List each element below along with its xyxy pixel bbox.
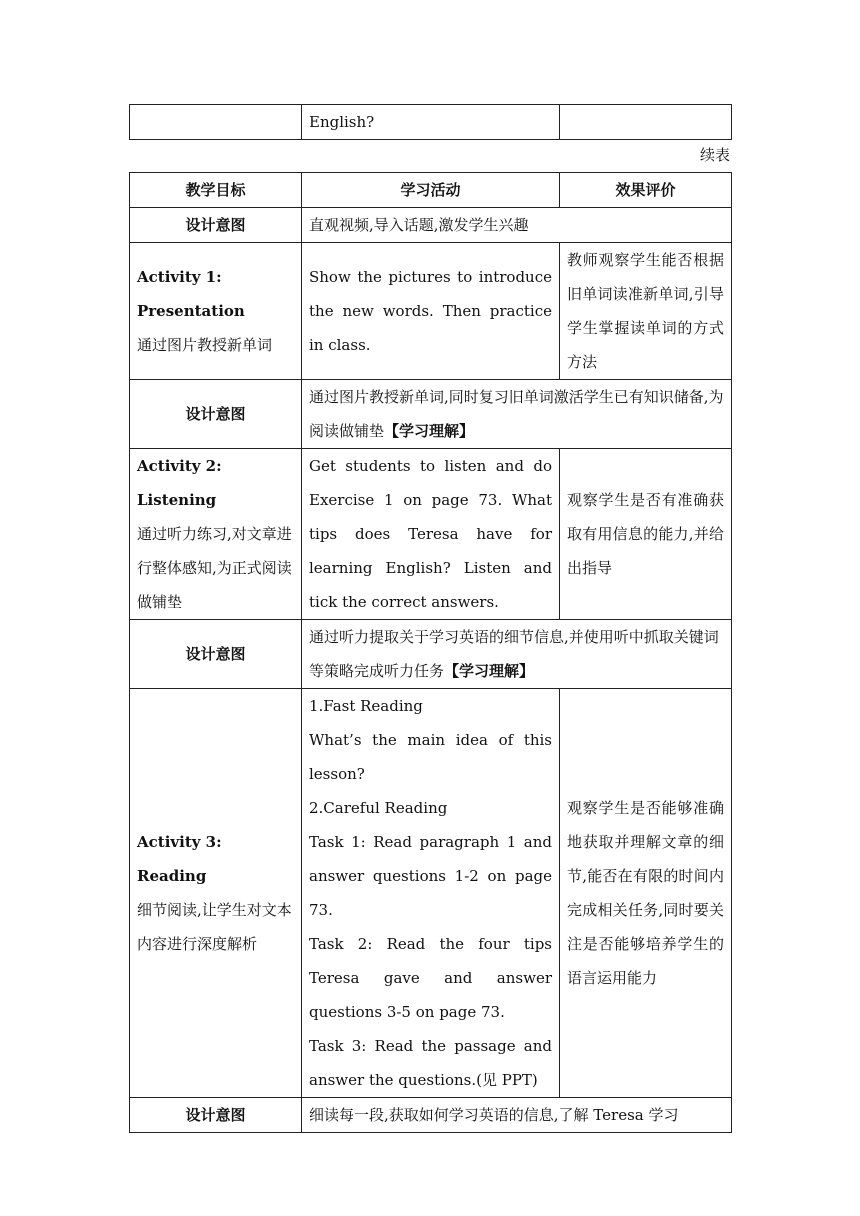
activity-step: What’s the main idea of this lesson? <box>309 731 552 783</box>
activity-step: Task 3: Read the passage and answer the questions.(见 PPT) <box>309 1037 552 1089</box>
activity-evaluation: 观察学生是否能够准确地获取并理解文章的细节,能否在有限的时间内完成相关任务,同时要关注是否能够培养学生的语言运用能力 <box>560 689 732 1098</box>
design-intent-body: 通过图片教授新单词,同时复习旧单词激活学生已有知识储备,为阅读做铺垫 <box>309 388 724 440</box>
activity-description: Show the pictures to introduce the new words. Then practice in class. <box>302 243 560 380</box>
header-effect-evaluation: 效果评价 <box>560 173 732 208</box>
activity-description: Get students to listen and do Exercise 1 on page 73. What tips does Teresa have for learning English? Listen and tick the correct answers. <box>302 449 560 620</box>
activity-subtitle: 通过图片教授新单词 <box>137 336 273 354</box>
design-intent-text <box>302 1098 732 1133</box>
cell-goal <box>130 105 302 140</box>
activity-row <box>130 689 732 1098</box>
design-intent-label: 设计意图 <box>130 620 302 689</box>
activity-description <box>302 689 560 1098</box>
design-intent-text <box>302 380 732 449</box>
activity-title-line: Activity 3: Reading <box>137 833 222 885</box>
activity-evaluation: 观察学生是否有准确获取有用信息的能力,并给出指导 <box>560 449 732 620</box>
design-intent-label: 设计意图 <box>130 1098 302 1133</box>
activity-row <box>130 243 732 380</box>
activity-subtitle: 通过听力练习,对文章进行整体感知,为正式阅读做铺垫 <box>137 525 292 611</box>
activity-goal-cell <box>130 689 302 1098</box>
continued-label: 续表 <box>699 146 730 164</box>
header-teaching-goal: 教学目标 <box>130 173 302 208</box>
design-intent-row <box>130 208 732 243</box>
activity-title-line: Presentation <box>137 302 245 320</box>
activity-title-line: Activity 1: <box>137 268 222 286</box>
design-intent-label: 设计意图 <box>130 380 302 449</box>
cell-activity: English? <box>302 105 560 140</box>
design-intent-body: 细读每一段,获取如何学习英语的信息,了解 Teresa 学习 <box>309 1106 679 1124</box>
header-row <box>130 173 732 208</box>
design-intent-body: 直观视频,导入话题,激发学生兴趣 <box>309 216 529 234</box>
design-intent-tag: 【学习理解】 <box>384 422 475 440</box>
design-intent-row <box>130 380 732 449</box>
lesson-plan-table <box>129 172 732 1133</box>
design-intent-text <box>302 620 732 689</box>
design-intent-text <box>302 208 732 243</box>
activity-evaluation: 教师观察学生能否根据旧单词读准新单词,引导学生掌握读单词的方式方法 <box>560 243 732 380</box>
design-intent-row <box>130 620 732 689</box>
design-intent-tag: 【学习理解】 <box>444 662 535 680</box>
activity-title-line: Activity 2: Listening <box>137 457 222 509</box>
activity-goal-cell <box>130 449 302 620</box>
activity-step: Task 1: Read paragraph 1 and answer questions 1-2 on page 73. <box>309 833 552 919</box>
design-intent-row <box>130 1098 732 1133</box>
design-intent-label: 设计意图 <box>130 208 302 243</box>
cell-evaluation <box>560 105 732 140</box>
activity-row <box>130 449 732 620</box>
activity-subtitle: 细节阅读,让学生对文本内容进行深度解析 <box>137 901 292 953</box>
activity-goal-cell <box>130 243 302 380</box>
header-learning-activity: 学习活动 <box>302 173 560 208</box>
activity-step: 1.Fast Reading <box>309 697 423 715</box>
activity-step: Task 2: Read the four tips Teresa gave and answer questions 3-5 on page 73. <box>309 935 552 1021</box>
top-table-fragment <box>129 104 732 140</box>
design-intent-body: 通过听力提取关于学习英语的细节信息,并使用听中抓取关键词等策略完成听力任务 <box>309 628 719 680</box>
table-row <box>130 105 732 140</box>
activity-step: 2.Careful Reading <box>309 799 448 817</box>
